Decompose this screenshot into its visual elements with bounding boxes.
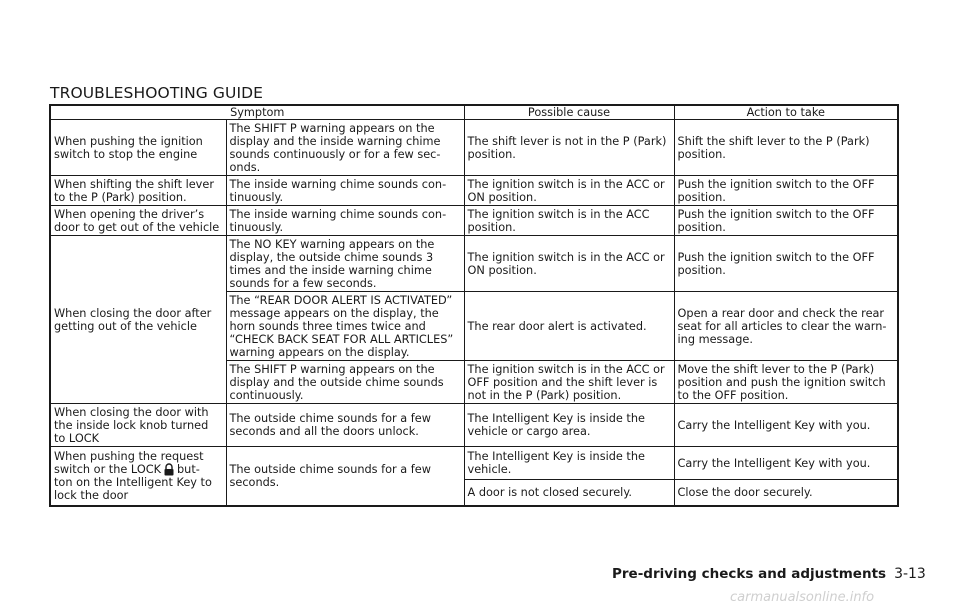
symptom-cell: When shifting the shift lever to the P (Park) position. xyxy=(50,176,226,206)
symptom-cell: When closing the door with the inside lock knob turned to LOCK xyxy=(50,404,226,447)
table-row xyxy=(50,236,898,292)
page-title: TROUBLESHOOTING GUIDE xyxy=(50,84,264,102)
symptom-cell xyxy=(50,447,226,506)
cause-cell: The ignition switch is in the ACC or ON position. xyxy=(464,176,674,206)
table-header-row xyxy=(50,105,898,120)
action-cell: Carry the Intelligent Key with you. xyxy=(674,404,898,447)
display-cell: The inside warning chime sounds con- tinuously. xyxy=(226,206,464,236)
action-cell: Move the shift lever to the P (Park) position and push the ignition switch to the OFF position. xyxy=(674,361,898,404)
symptom-text-b: but- ton on the Intelligent Key to lock the door xyxy=(54,462,212,502)
display-cell: The outside chime sounds for a few seconds and all the doors unlock. xyxy=(226,404,464,447)
action-cell: Open a rear door and check the rear seat for all articles to clear the warn- ing message. xyxy=(674,292,898,361)
cause-cell: The ignition switch is in the ACC position. xyxy=(464,206,674,236)
action-cell: Close the door securely. xyxy=(674,480,898,506)
cause-cell: The ignition switch is in the ACC or ON position. xyxy=(464,236,674,292)
cause-cell: A door is not closed securely. xyxy=(464,480,674,506)
table-row xyxy=(50,206,898,236)
cause-cell: The Intelligent Key is inside the vehicle or cargo area. xyxy=(464,404,674,447)
lock-icon xyxy=(163,463,175,476)
display-cell: The outside chime sounds for a few seconds. xyxy=(226,447,464,506)
table-row xyxy=(50,447,898,480)
footer-section-title: Pre-driving checks and adjustments xyxy=(612,566,887,582)
cause-cell: The rear door alert is activated. xyxy=(464,292,674,361)
symptom-text-a: When pushing the request switch or the LOCK xyxy=(54,449,204,476)
header-action: Action to take xyxy=(674,105,898,120)
display-cell: The inside warning chime sounds con- tinuously. xyxy=(226,176,464,206)
page-footer xyxy=(612,566,926,582)
header-possible-cause: Possible cause xyxy=(464,105,674,120)
header-symptom: Symptom xyxy=(50,105,464,120)
watermark-text: carmanualsonline.info xyxy=(730,590,875,605)
cause-cell: The ignition switch is in the ACC or OFF position and the shift lever is not in the P (Park) position. xyxy=(464,361,674,404)
action-cell: Carry the Intelligent Key with you. xyxy=(674,447,898,480)
symptom-cell: When closing the door after getting out of the vehicle xyxy=(50,236,226,404)
table-row xyxy=(50,404,898,447)
symptom-cell: When opening the driver’s door to get out of the vehicle xyxy=(50,206,226,236)
table-row xyxy=(50,120,898,176)
page-number: 3-13 xyxy=(894,566,926,582)
action-cell: Push the ignition switch to the OFF position. xyxy=(674,176,898,206)
display-cell: The SHIFT P warning appears on the display and the inside warning chime sounds continuously or for a few sec- onds. xyxy=(226,120,464,176)
action-cell: Shift the shift lever to the P (Park) position. xyxy=(674,120,898,176)
action-cell: Push the ignition switch to the OFF position. xyxy=(674,206,898,236)
action-cell: Push the ignition switch to the OFF position. xyxy=(674,236,898,292)
display-cell: The “REAR DOOR ALERT IS ACTIVATED” message appears on the display, the horn sounds three times twice and “CHECK BACK SEAT FOR ALL ARTICLES” warning appears on the display. xyxy=(226,292,464,361)
symptom-cell: When pushing the ignition switch to stop the engine xyxy=(50,120,226,176)
cause-cell: The shift lever is not in the P (Park) position. xyxy=(464,120,674,176)
table-row xyxy=(50,176,898,206)
display-cell: The NO KEY warning appears on the display, the outside chime sounds 3 times and the inside warning chime sounds for a few seconds. xyxy=(226,236,464,292)
cause-cell: The Intelligent Key is inside the vehicle. xyxy=(464,447,674,480)
troubleshooting-table xyxy=(49,104,899,507)
display-cell: The SHIFT P warning appears on the display and the outside chime sounds continuously. xyxy=(226,361,464,404)
